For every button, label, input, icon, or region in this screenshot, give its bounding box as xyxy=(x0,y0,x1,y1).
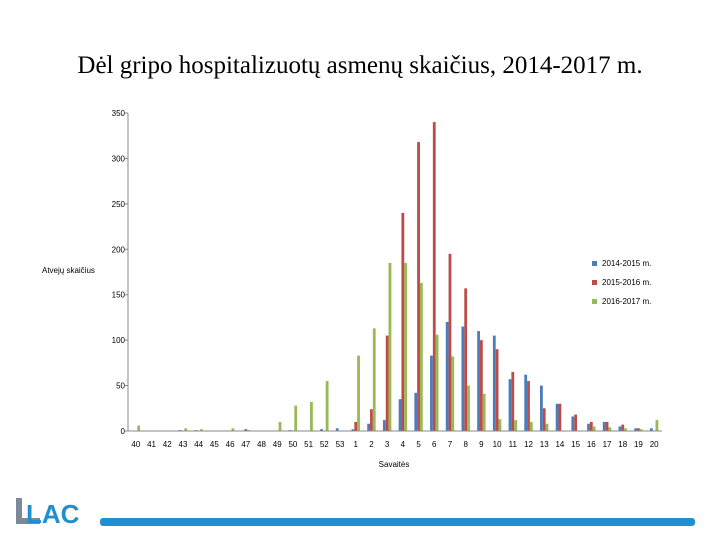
x-tick-label: 52 xyxy=(319,440,329,449)
bar xyxy=(399,399,402,431)
legend-label: 2016-2017 m. xyxy=(602,297,652,306)
bar xyxy=(294,406,297,431)
x-tick-label: 40 xyxy=(131,440,141,449)
bar xyxy=(546,424,549,431)
x-tick-label: 53 xyxy=(335,440,345,449)
x-tick-label: 44 xyxy=(194,440,204,449)
bar xyxy=(480,340,483,431)
bar xyxy=(511,372,514,431)
bar xyxy=(446,322,449,431)
bar xyxy=(414,393,417,431)
bar xyxy=(404,263,407,431)
x-tick-label: 45 xyxy=(209,440,219,449)
bar xyxy=(493,336,496,431)
bar xyxy=(571,416,574,431)
bar xyxy=(524,375,527,431)
bar xyxy=(389,263,392,431)
legend-swatch xyxy=(592,261,597,266)
y-tick-label: 200 xyxy=(111,245,125,255)
bar xyxy=(137,426,140,431)
x-tick-label: 8 xyxy=(463,440,468,449)
x-tick-label: 7 xyxy=(447,440,453,449)
bar xyxy=(590,422,593,431)
y-tick-label: 150 xyxy=(111,290,125,300)
x-tick-label: 18 xyxy=(618,440,628,449)
bar xyxy=(449,254,452,431)
y-axis xyxy=(112,109,128,436)
bar xyxy=(461,327,464,431)
bar xyxy=(310,402,313,431)
bar xyxy=(606,422,609,431)
ulac-logo xyxy=(14,494,98,528)
bar xyxy=(619,426,622,431)
x-tick-label: 51 xyxy=(304,440,314,449)
x-tick-label: 19 xyxy=(633,440,643,449)
bar xyxy=(593,426,596,431)
y-tick-label: 50 xyxy=(116,381,125,391)
bar xyxy=(326,381,329,431)
bar xyxy=(467,386,470,431)
x-tick-label: 48 xyxy=(257,440,266,449)
x-tick-label: 5 xyxy=(416,440,421,449)
x-tick-label: 12 xyxy=(524,440,533,449)
y-tick-label: 350 xyxy=(111,109,125,118)
x-tick-label: 47 xyxy=(241,440,251,449)
bar xyxy=(357,356,360,431)
x-tick-label: 6 xyxy=(432,440,437,449)
bar xyxy=(603,422,606,431)
x-axis-label: Savaitės xyxy=(378,460,410,469)
bar xyxy=(608,427,611,431)
bar xyxy=(386,336,389,431)
bar xyxy=(496,349,499,431)
x-tick-label: 15 xyxy=(571,440,581,449)
bar xyxy=(574,415,577,431)
x-tick-label: 20 xyxy=(649,440,659,449)
bar xyxy=(559,404,562,431)
x-tick-label: 13 xyxy=(539,440,549,449)
y-tick-label: 250 xyxy=(111,199,125,209)
bar xyxy=(587,424,590,431)
bar xyxy=(436,335,439,431)
bar xyxy=(540,386,543,431)
x-tick-label: 14 xyxy=(555,440,565,449)
bar xyxy=(417,142,420,431)
bar-series-3 xyxy=(137,263,658,431)
bar-series-1 xyxy=(179,322,653,431)
bar-series-group xyxy=(137,122,658,431)
bar xyxy=(420,283,423,431)
bar xyxy=(498,419,501,431)
y-tick-label: 0 xyxy=(120,427,125,436)
bar xyxy=(383,420,386,431)
x-tick-label: 17 xyxy=(602,440,612,449)
bar xyxy=(373,328,376,431)
x-tick-label: 10 xyxy=(492,440,502,449)
bar xyxy=(483,394,486,431)
legend-swatch xyxy=(592,299,597,304)
x-tick-label: 46 xyxy=(225,440,235,449)
legend xyxy=(592,259,651,306)
legend-swatch xyxy=(592,280,597,285)
bar xyxy=(464,288,467,431)
bar xyxy=(514,420,517,431)
x-tick-label: 2 xyxy=(369,440,374,449)
footer-bar xyxy=(100,518,695,526)
x-tick-label: 16 xyxy=(586,440,596,449)
bar xyxy=(433,122,436,431)
bar xyxy=(370,409,373,431)
logo-text-visible: LAC xyxy=(26,499,80,528)
bar xyxy=(621,425,624,431)
x-tick-label: 1 xyxy=(353,440,358,449)
y-tick-label: 100 xyxy=(111,336,125,346)
bar xyxy=(543,408,546,431)
bar xyxy=(401,213,404,431)
y-axis-label: Atvejų skaičius xyxy=(42,266,95,275)
x-tick-label: 43 xyxy=(178,440,188,449)
slide-title: Dėl gripo hospitalizuotų asmenų skaičius, 2014-2017 m. xyxy=(77,52,643,79)
x-axis xyxy=(128,431,662,449)
bar xyxy=(656,420,659,431)
legend-label: 2014-2015 m. xyxy=(602,259,652,268)
y-tick-label: 300 xyxy=(111,154,125,164)
x-tick-label: 50 xyxy=(288,440,298,449)
bar xyxy=(279,422,282,431)
x-tick-label: 49 xyxy=(272,440,282,449)
x-tick-label: 41 xyxy=(147,440,157,449)
x-tick-label: 11 xyxy=(508,440,517,449)
bar xyxy=(430,356,433,431)
bar xyxy=(451,356,454,431)
bar xyxy=(509,379,512,431)
bar xyxy=(556,404,559,431)
bar xyxy=(354,422,357,431)
bar-series-2 xyxy=(244,122,639,431)
bar xyxy=(367,424,370,431)
bar xyxy=(530,422,533,431)
bar xyxy=(477,331,480,431)
x-tick-label: 9 xyxy=(479,440,484,449)
x-tick-label: 3 xyxy=(384,440,390,449)
legend-label: 2015-2016 m. xyxy=(602,278,652,287)
x-tick-label: 4 xyxy=(400,440,406,449)
bar xyxy=(527,381,530,431)
x-tick-label: 42 xyxy=(162,440,172,449)
